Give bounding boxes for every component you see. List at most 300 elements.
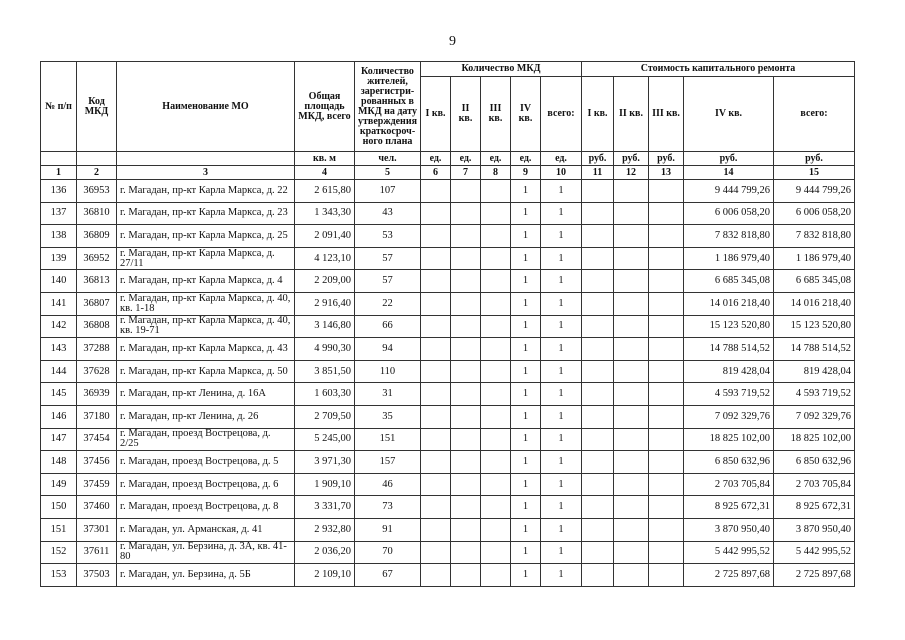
total-area-cell: 5 245,00 [295,428,355,451]
count-q4-cell: 1 [511,564,541,587]
count-q3-cell [481,518,511,541]
total-area-cell: 3 331,70 [295,496,355,519]
cost-total-cell: 5 442 995,52 [774,541,855,564]
house-code-cell: 36813 [77,270,117,293]
row-number-cell: 143 [41,338,77,361]
count-q2-cell [451,270,481,293]
total-area-cell: 2 932,80 [295,518,355,541]
municipality-name-cell: г. Магадан, ул. Арманская, д. 41 [117,518,295,541]
unit-cell: руб. [649,152,684,166]
count-q2-cell [451,315,481,338]
units-row [41,152,855,166]
cost-total-cell: 6 685 345,08 [774,270,855,293]
unit-cell: руб. [614,152,649,166]
cost-total-cell: 18 825 102,00 [774,428,855,451]
count-total-cell: 1 [541,428,582,451]
residents-count-cell: 110 [355,360,421,383]
count-q1-cell [421,225,451,248]
total-area-cell: 2 209,00 [295,270,355,293]
cost-q1-cell [582,247,614,270]
count-q4-cell: 1 [511,247,541,270]
count-total-cell: 1 [541,383,582,406]
header-num: № п/п [41,62,77,152]
residents-count-cell: 67 [355,564,421,587]
residents-count-cell: 57 [355,270,421,293]
residents-count-cell: 43 [355,202,421,225]
municipality-name-cell: г. Магадан, пр-кт Карла Маркса, д. 22 [117,180,295,203]
header-code: Код МКД [77,62,117,152]
count-q3-cell [481,428,511,451]
cost-q1-cell [582,451,614,474]
cost-total-cell: 14 788 514,52 [774,338,855,361]
cost-q2-cell [614,247,649,270]
municipality-name-cell: г. Магадан, пр-кт Ленина, д. 16А [117,383,295,406]
table-row [41,292,855,315]
cost-q3-cell [649,518,684,541]
cost-q2-cell [614,225,649,248]
count-q4-cell: 1 [511,541,541,564]
row-number-cell: 145 [41,383,77,406]
cost-q1-cell [582,496,614,519]
cost-q4-cell: 15 123 520,80 [684,315,774,338]
cost-total-cell: 1 186 979,40 [774,247,855,270]
house-code-cell: 37456 [77,451,117,474]
cost-total-cell: 2 703 705,84 [774,473,855,496]
col-index: 4 [295,166,355,180]
cost-q2-cell [614,315,649,338]
house-code-cell: 36807 [77,292,117,315]
unit-cell: руб. [774,152,855,166]
municipality-name-cell: г. Магадан, пр-кт Карла Маркса, д. 23 [117,202,295,225]
cost-q3-cell [649,247,684,270]
count-q2-cell [451,564,481,587]
count-q2-cell [451,338,481,361]
cost-q2-cell [614,541,649,564]
cost-q2-cell [614,292,649,315]
unit-cell: ед. [541,152,582,166]
count-q2-cell [451,428,481,451]
count-total-cell: 1 [541,292,582,315]
cost-total-cell: 6 006 058,20 [774,202,855,225]
cost-q1-cell [582,518,614,541]
table-row [41,428,855,451]
municipality-name-cell: г. Магадан, ул. Берзина, д. 5Б [117,564,295,587]
residents-count-cell: 35 [355,405,421,428]
table-row [41,496,855,519]
col-index: 5 [355,166,421,180]
total-area-cell: 1 603,30 [295,383,355,406]
residents-count-cell: 66 [355,315,421,338]
count-q4-cell: 1 [511,518,541,541]
cost-q2-cell [614,496,649,519]
total-area-cell: 2 615,80 [295,180,355,203]
count-q1-cell [421,541,451,564]
cost-total-cell: 7 832 818,80 [774,225,855,248]
cost-q2-cell [614,270,649,293]
total-area-cell: 3 146,80 [295,315,355,338]
count-total-cell: 1 [541,202,582,225]
residents-count-cell: 70 [355,541,421,564]
count-q1-cell [421,180,451,203]
count-q4-cell: 1 [511,473,541,496]
residents-count-cell: 22 [355,292,421,315]
cost-total-cell: 6 850 632,96 [774,451,855,474]
municipality-name-cell: г. Магадан, пр-кт Карла Маркса, д. 40, кв. 19-71 [117,315,295,338]
cost-q4-cell: 14 788 514,52 [684,338,774,361]
col-index: 9 [511,166,541,180]
table-row [41,405,855,428]
col-index: 8 [481,166,511,180]
cost-total-cell: 3 870 950,40 [774,518,855,541]
col-index: 14 [684,166,774,180]
count-q3-cell [481,247,511,270]
count-q4-cell: 1 [511,383,541,406]
cost-q2-cell [614,180,649,203]
cost-q4-cell: 18 825 102,00 [684,428,774,451]
cost-q4-cell: 4 593 719,52 [684,383,774,406]
house-code-cell: 36808 [77,315,117,338]
count-total-cell: 1 [541,518,582,541]
col-index: 10 [541,166,582,180]
house-code-cell: 36809 [77,225,117,248]
count-q1-cell [421,405,451,428]
cost-q1-cell [582,315,614,338]
cost-q2-cell [614,202,649,225]
page-number: 9 [449,34,456,49]
count-total-cell: 1 [541,451,582,474]
count-total-cell: 1 [541,473,582,496]
cost-q4-cell: 7 092 329,76 [684,405,774,428]
municipality-name-cell: г. Магадан, проезд Вострецова, д. 5 [117,451,295,474]
table-row [41,247,855,270]
count-q4-cell: 1 [511,338,541,361]
cost-q1-cell [582,428,614,451]
cost-q3-cell [649,451,684,474]
count-q3-cell [481,292,511,315]
total-area-cell: 4 990,30 [295,338,355,361]
count-q4-cell: 1 [511,180,541,203]
row-number-cell: 146 [41,405,77,428]
total-area-cell: 4 123,10 [295,247,355,270]
cost-q3-cell [649,383,684,406]
row-number-cell: 140 [41,270,77,293]
count-q4-cell: 1 [511,451,541,474]
cost-q3-cell [649,225,684,248]
cost-total-cell: 8 925 672,31 [774,496,855,519]
municipality-name-cell: г. Магадан, пр-кт Карла Маркса, д. 4 [117,270,295,293]
capital-repair-table [40,61,855,587]
count-q1-cell [421,383,451,406]
cost-q4-cell: 5 442 995,52 [684,541,774,564]
table-row [41,180,855,203]
count-q2-cell [451,496,481,519]
count-q1-cell [421,292,451,315]
cost-q3-cell [649,496,684,519]
municipality-name-cell: г. Магадан, проезд Вострецова, д. 6 [117,473,295,496]
count-q3-cell [481,338,511,361]
residents-count-cell: 57 [355,247,421,270]
count-total-cell: 1 [541,564,582,587]
row-number-cell: 138 [41,225,77,248]
count-total-cell: 1 [541,180,582,203]
count-q4-cell: 1 [511,315,541,338]
count-q3-cell [481,383,511,406]
count-q2-cell [451,405,481,428]
count-total-cell: 1 [541,496,582,519]
cost-q3-cell [649,180,684,203]
cost-total-cell: 14 016 218,40 [774,292,855,315]
count-q3-cell [481,473,511,496]
column-index-row [41,166,855,180]
cost-q2-cell [614,405,649,428]
count-q2-cell [451,473,481,496]
cost-q2-cell [614,383,649,406]
house-code-cell: 36952 [77,247,117,270]
total-area-cell: 3 851,50 [295,360,355,383]
row-number-cell: 151 [41,518,77,541]
header-group-cost: Стоимость капитального ремонта [582,62,855,77]
count-q1-cell [421,564,451,587]
count-q2-cell [451,180,481,203]
house-code-cell: 37503 [77,564,117,587]
cost-q3-cell [649,541,684,564]
cost-q4-cell: 8 925 672,31 [684,496,774,519]
count-q3-cell [481,564,511,587]
unit-cell: руб. [684,152,774,166]
cost-q3-cell [649,202,684,225]
count-q3-cell [481,202,511,225]
count-q1-cell [421,338,451,361]
count-q1-cell [421,360,451,383]
cost-q1-cell [582,292,614,315]
house-code-cell: 37180 [77,405,117,428]
count-total-cell: 1 [541,270,582,293]
header-name: Наименование МО [117,62,295,152]
header-group-count: Количество МКД [421,62,582,77]
count-total-cell: 1 [541,247,582,270]
cost-q2-cell [614,338,649,361]
cost-q4-cell: 2 703 705,84 [684,473,774,496]
house-code-cell: 36939 [77,383,117,406]
cost-q2-cell [614,564,649,587]
municipality-name-cell: г. Магадан, ул. Берзина, д. 3А, кв. 41-80 [117,541,295,564]
count-q1-cell [421,428,451,451]
count-q4-cell: 1 [511,292,541,315]
row-number-cell: 149 [41,473,77,496]
count-q2-cell [451,247,481,270]
cost-q3-cell [649,405,684,428]
count-q3-cell [481,451,511,474]
count-total-cell: 1 [541,360,582,383]
col-index: 11 [582,166,614,180]
col-index: 2 [77,166,117,180]
cost-q2-cell [614,518,649,541]
total-area-cell: 2 036,20 [295,541,355,564]
col-index: 1 [41,166,77,180]
row-number-cell: 147 [41,428,77,451]
house-code-cell: 37288 [77,338,117,361]
cost-total-cell: 4 593 719,52 [774,383,855,406]
count-q1-cell [421,496,451,519]
count-q3-cell [481,405,511,428]
cost-q3-cell [649,428,684,451]
count-total-cell: 1 [541,541,582,564]
header-count-total: всего: [541,77,582,152]
count-q2-cell [451,541,481,564]
count-q4-cell: 1 [511,496,541,519]
cost-total-cell: 7 092 329,76 [774,405,855,428]
table-row [41,270,855,293]
house-code-cell: 37454 [77,428,117,451]
residents-count-cell: 91 [355,518,421,541]
cost-q1-cell [582,202,614,225]
municipality-name-cell: г. Магадан, проезд Вострецова, д. 2/25 [117,428,295,451]
table-row [41,225,855,248]
unit-cell: ед. [481,152,511,166]
table-row [41,383,855,406]
count-q1-cell [421,451,451,474]
cost-q1-cell [582,564,614,587]
cost-q4-cell: 2 725 897,68 [684,564,774,587]
count-q1-cell [421,270,451,293]
table-row [41,338,855,361]
count-q3-cell [481,180,511,203]
cost-total-cell: 2 725 897,68 [774,564,855,587]
municipality-name-cell: г. Магадан, пр-кт Карла Маркса, д. 43 [117,338,295,361]
count-q1-cell [421,202,451,225]
row-number-cell: 142 [41,315,77,338]
cost-q3-cell [649,564,684,587]
count-q4-cell: 1 [511,360,541,383]
count-q2-cell [451,383,481,406]
header-count-q3: III кв. [481,77,511,152]
header-count-q1: I кв. [421,77,451,152]
col-index: 3 [117,166,295,180]
cost-q4-cell: 9 444 799,26 [684,180,774,203]
residents-count-cell: 107 [355,180,421,203]
header-residents: Количество жителей, зарегистри-рованных в МКД на дату утверждения краткосроч-ного плана [355,62,421,152]
residents-count-cell: 151 [355,428,421,451]
unit-cell: чел. [355,152,421,166]
row-number-cell: 152 [41,541,77,564]
count-total-cell: 1 [541,225,582,248]
cost-q4-cell: 6 685 345,08 [684,270,774,293]
unit-cell: ед. [421,152,451,166]
cost-q4-cell: 6 006 058,20 [684,202,774,225]
row-number-cell: 153 [41,564,77,587]
house-code-cell: 37459 [77,473,117,496]
residents-count-cell: 157 [355,451,421,474]
count-q2-cell [451,225,481,248]
count-q4-cell: 1 [511,405,541,428]
table-row [41,518,855,541]
cost-q1-cell [582,405,614,428]
col-index: 15 [774,166,855,180]
municipality-name-cell: г. Магадан, пр-кт Карла Маркса, д. 40, кв. 1-18 [117,292,295,315]
row-number-cell: 139 [41,247,77,270]
count-q3-cell [481,315,511,338]
cost-q4-cell: 1 186 979,40 [684,247,774,270]
table-row [41,451,855,474]
unit-cell: руб. [582,152,614,166]
total-area-cell: 1 909,10 [295,473,355,496]
count-q4-cell: 1 [511,225,541,248]
col-index: 6 [421,166,451,180]
header-count-q4: IV кв. [511,77,541,152]
house-code-cell: 37460 [77,496,117,519]
unit-cell: кв. м [295,152,355,166]
count-q1-cell [421,518,451,541]
table-row [41,564,855,587]
count-q2-cell [451,202,481,225]
house-code-cell: 36810 [77,202,117,225]
row-number-cell: 136 [41,180,77,203]
cost-q4-cell: 3 870 950,40 [684,518,774,541]
cost-q3-cell [649,360,684,383]
municipality-name-cell: г. Магадан, пр-кт Карла Маркса, д. 25 [117,225,295,248]
total-area-cell: 2 091,40 [295,225,355,248]
row-number-cell: 150 [41,496,77,519]
table-row [41,202,855,225]
residents-count-cell: 46 [355,473,421,496]
count-q2-cell [451,292,481,315]
count-total-cell: 1 [541,338,582,361]
municipality-name-cell: г. Магадан, пр-кт Карла Маркса, д. 50 [117,360,295,383]
count-total-cell: 1 [541,405,582,428]
cost-q2-cell [614,451,649,474]
total-area-cell: 2 109,10 [295,564,355,587]
residents-count-cell: 73 [355,496,421,519]
count-q2-cell [451,518,481,541]
count-q2-cell [451,360,481,383]
cost-q3-cell [649,270,684,293]
unit-cell: ед. [511,152,541,166]
cost-q1-cell [582,180,614,203]
count-q2-cell [451,451,481,474]
cost-q1-cell [582,360,614,383]
cost-q4-cell: 819 428,04 [684,360,774,383]
cost-q2-cell [614,360,649,383]
row-number-cell: 144 [41,360,77,383]
total-area-cell: 2 916,40 [295,292,355,315]
cost-q1-cell [582,473,614,496]
house-code-cell: 37628 [77,360,117,383]
cost-total-cell: 15 123 520,80 [774,315,855,338]
col-index: 13 [649,166,684,180]
cost-q3-cell [649,473,684,496]
count-q1-cell [421,247,451,270]
municipality-name-cell: г. Магадан, пр-кт Карла Маркса, д. 27/11 [117,247,295,270]
cost-q1-cell [582,270,614,293]
cost-q2-cell [614,473,649,496]
header-cost-q3: III кв. [649,77,684,152]
header-cost-total: всего: [774,77,855,152]
cost-q3-cell [649,315,684,338]
count-q3-cell [481,360,511,383]
table-row [41,473,855,496]
cost-q4-cell: 14 016 218,40 [684,292,774,315]
header-cost-q1: I кв. [582,77,614,152]
count-total-cell: 1 [541,315,582,338]
count-q3-cell [481,541,511,564]
header-count-q2: II кв. [451,77,481,152]
unit-cell: ед. [451,152,481,166]
municipality-name-cell: г. Магадан, пр-кт Ленина, д. 26 [117,405,295,428]
cost-q4-cell: 7 832 818,80 [684,225,774,248]
residents-count-cell: 31 [355,383,421,406]
count-q4-cell: 1 [511,202,541,225]
count-q4-cell: 1 [511,270,541,293]
